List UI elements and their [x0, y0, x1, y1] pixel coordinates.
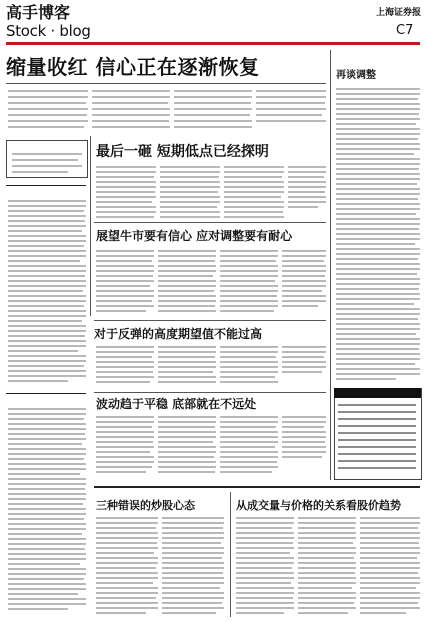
- paper-name: 上海证券报: [376, 8, 422, 18]
- page-number: C7: [396, 23, 414, 38]
- logo-text: Stock · blog: [6, 22, 91, 40]
- article-4-divider: [94, 392, 326, 393]
- article-2-headline: 展望牛市要有信心 应对调整要有耐心: [96, 229, 293, 243]
- article-1-divider: [94, 222, 326, 223]
- headline-underline: [6, 83, 326, 84]
- left-column-divider: [90, 136, 91, 316]
- brand-name: 高手博客: [6, 3, 71, 22]
- article-1-headline: 最后一砸 短期低点已经探明: [96, 144, 269, 160]
- article-3-headline: 对于反弹的高度期望值不能过高: [94, 327, 263, 341]
- article-4-headline: 波动趋于平稳 底部就在不远处: [96, 397, 257, 411]
- ranking-title-bar: [334, 388, 421, 398]
- right-rail-title: 再谈调整: [336, 70, 376, 81]
- bottom-section-rule: [94, 486, 420, 488]
- right-column-divider: [330, 50, 331, 480]
- article-5-headline: 三种错误的炒股心态: [96, 499, 195, 512]
- article-6-headline: 从成交量与价格的关系看股价趋势: [236, 499, 401, 512]
- masthead-red-rule: [6, 42, 420, 45]
- bottom-column-divider: [230, 492, 231, 617]
- main-headline: 缩量收红 信心正在逐渐恢复: [6, 55, 260, 79]
- article-3-divider: [94, 320, 326, 321]
- left-section1-rule: [6, 185, 86, 186]
- left-section2-rule: [6, 393, 86, 394]
